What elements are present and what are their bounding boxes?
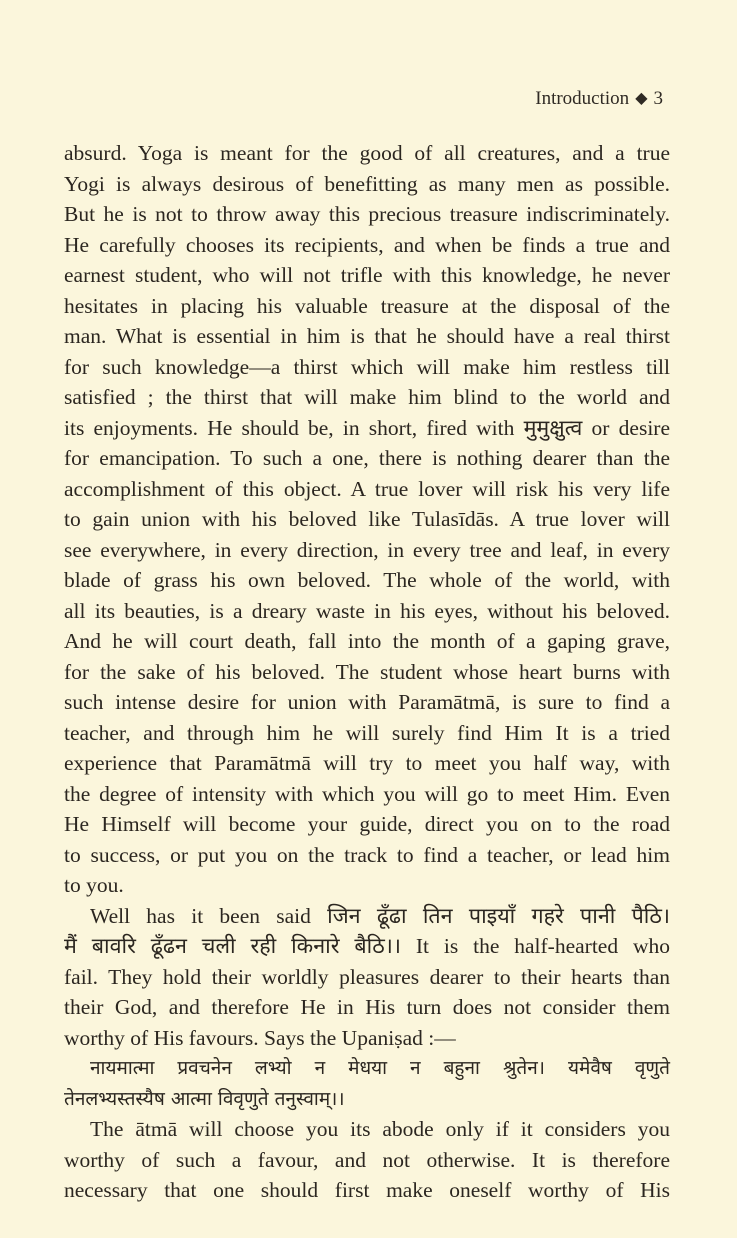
page-number: 3 [653, 88, 663, 109]
text-line: to success, or put you on the track to find a teacher, or lead him [64, 842, 670, 867]
text-line: all its beauties, is a dreary waste in his eyes, without his beloved. [64, 598, 670, 623]
text-line: for such knowledge—a thirst which will make him restless till [64, 354, 670, 379]
text-line: The ātmā will choose you its abode only if it considers you [90, 1117, 670, 1141]
text-line: see everywhere, in every direction, in every tree and leaf, in every [64, 537, 670, 562]
text-line: to gain union with his beloved like Tulasīdās. A true lover will [64, 507, 670, 531]
text-line: accomplishment of this object. A true lover will risk his very life [64, 476, 670, 501]
text-line: its enjoyments. He should be, in short, fired with मुमुक्षुत्व or desire [64, 415, 670, 440]
text-line: blade of grass his own beloved. The whole of the world, with [64, 568, 670, 592]
text-line: to you. [64, 873, 124, 897]
text-line: fail. They hold their worldly pleasures dearer to their hearts than [64, 964, 670, 989]
diamond-icon: ◆ [635, 90, 648, 107]
text-line: for emancipation. To such a one, there is nothing dearer than the [64, 446, 670, 470]
text-line: for the sake of his beloved. The student whose heart burns with [64, 659, 670, 684]
section-title: Introduction [535, 88, 630, 109]
text-line: He Himself will become your guide, direct you on to the road [64, 812, 670, 836]
body-text [64, 138, 670, 1206]
text-line: man. What is essential in him is that he should have a real thirst [64, 324, 670, 348]
running-head [535, 88, 663, 110]
text-line: the degree of intensity with which you will go to meet Him. Even [64, 781, 670, 806]
text-line: experience that Paramātmā will try to meet you half way, with [64, 751, 670, 775]
text-line: earnest student, who will not trifle with this knowledge, he never [64, 263, 670, 287]
text-line: satisfied ; the thirst that will make him blind to the world and [64, 385, 670, 409]
text-line: worthy of His favours. Says the Upaniṣad :— [64, 1025, 456, 1050]
text-line: Yogi is always desirous of benefitting as many men as possible. [64, 171, 670, 196]
text-line: necessary that one should first make oneself worthy of His [64, 1178, 670, 1202]
text-line: such intense desire for union with Paramātmā, is sure to find a [64, 690, 670, 714]
text-line: hesitates in placing his valuable treasure at the disposal of the [64, 293, 670, 318]
sanskrit-verse-line: तेनलभ्यस्तस्यैष आत्मा विवृणुते तनुस्वाम्।। [64, 1087, 345, 1110]
text-line: absurd. Yoga is meant for the good of all creatures, and a true [64, 141, 670, 165]
text-line: And he will court death, fall into the month of a gaping grave, [64, 629, 670, 653]
text-line: He carefully chooses its recipients, and when be finds a true and [64, 232, 670, 257]
text-line: But he is not to throw away this precious treasure indiscriminately. [64, 202, 670, 226]
text-line: their God, and therefore He in His turn does not consider them [64, 995, 670, 1019]
text-line: Well has it been said जिन ढूँढा तिन पाइयाँ गहरे पानी पैठि। [90, 903, 670, 928]
sanskrit-verse-line: नायमात्मा प्रवचनेन लभ्यो न मेधया न बहुना श्रुतेन। यमेवैष वृणुते [90, 1057, 670, 1079]
text-line: मैं बावरि ढूँढन चली रही किनारे बैठि।। It is the half-hearted who [64, 934, 670, 958]
text-line: worthy of such a favour, and not otherwise. It is therefore [64, 1147, 670, 1172]
text-line: teacher, and through him he will surely find Him It is a tried [64, 720, 670, 745]
